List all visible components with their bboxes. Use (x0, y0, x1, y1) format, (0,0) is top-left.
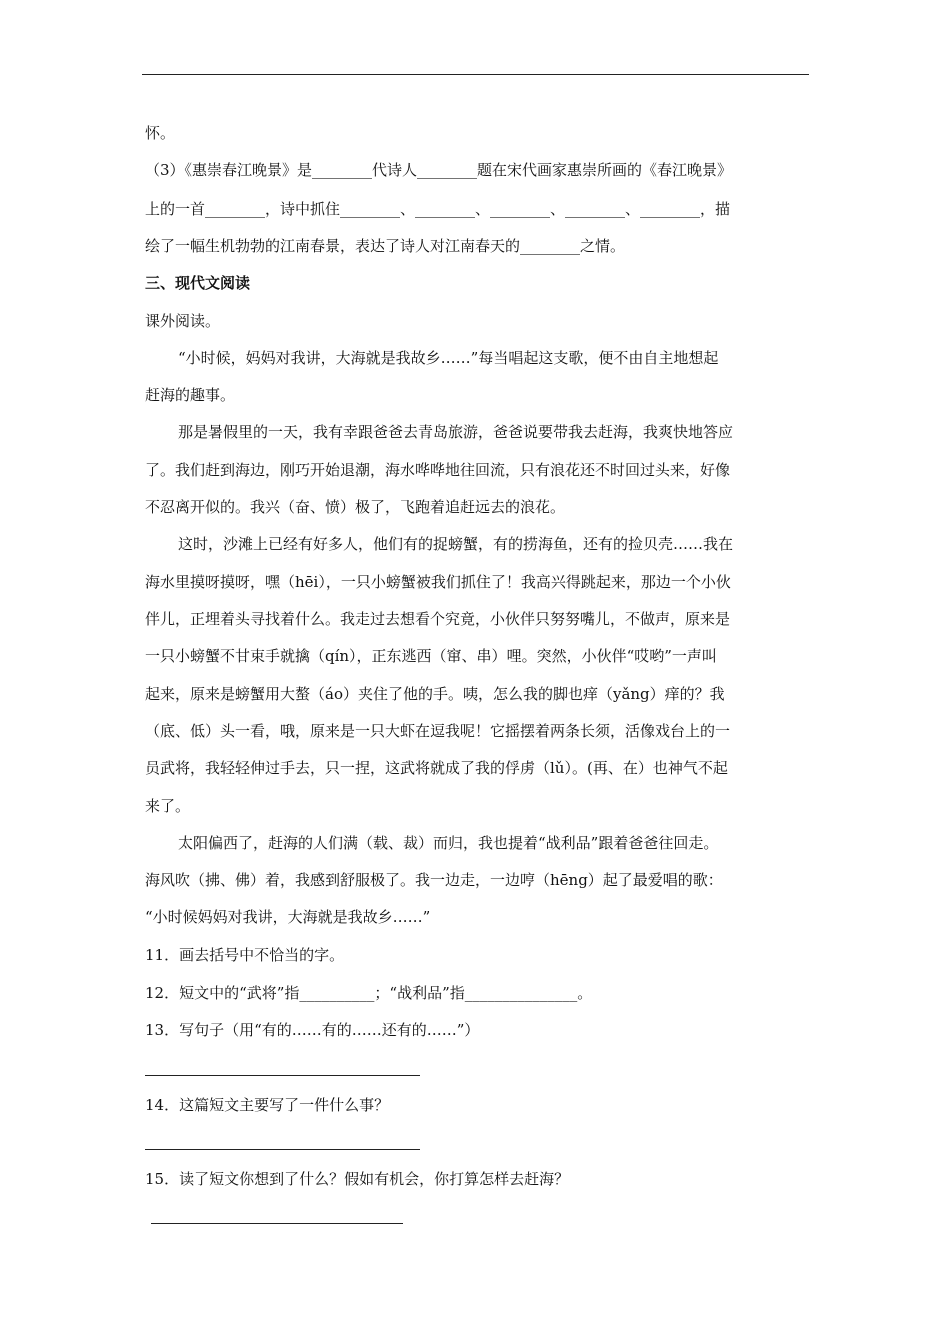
passage-line: 伴儿，正埋着头寻找着什么。我走过去想看个究竟，小伙伴只努努嘴儿，不做声，原来是 (145, 610, 731, 628)
section-title: 三、现代文阅读 (145, 274, 251, 292)
passage-line: 海风吹（拂、佛）着，我感到舒服极了。我一边走，一边哼（hēng）起了最爱唱的歌： (145, 871, 723, 889)
question-11: 11．画去括号中不恰当的字。 (145, 946, 345, 964)
poem-question-line-1: （3）《惠崇春江晚景》是________代诗人________题在宋代画家惠崇所画的《春江晚景》 (145, 161, 733, 179)
prev-question-ending: 怀。 (145, 124, 176, 142)
passage-line: 太阳偏西了，赶海的人们满（载、裁）而归，我也提着“战利品”跟着爸爸往回走。 (178, 834, 719, 852)
header-rule (142, 74, 809, 75)
question-15: 15．读了短文你想到了什么？假如有机会，你打算怎样去赶海？ (145, 1170, 570, 1188)
passage-line: 一只小螃蟹不甘束手就擒（qín），正东逃西（窜、串）哩。突然，小伙伴“哎哟”一声叫 (145, 647, 717, 665)
answer-line-14[interactable] (145, 1149, 420, 1150)
passage-line: 那是暑假里的一天，我有幸跟爸爸去青岛旅游，爸爸说要带我去赶海，我爽快地答应 (178, 423, 734, 441)
question-14: 14．这篇短文主要写了一件什么事？ (145, 1096, 390, 1114)
passage-line: 起来，原来是螃蟹用大螯（áo）夹住了他的手。咦，怎么我的脚也痒（yǎng）痒的？我 (145, 685, 725, 703)
passage-line: “小时候妈妈对我讲，大海就是我故乡……” (145, 908, 431, 926)
passage-line: “小时候，妈妈对我讲，大海就是我故乡……”每当唱起这支歌，便不由自主地想起 (178, 349, 719, 367)
poem-question-line-2: 上的一首________，诗中抓住________、________、________、________、________，描 (145, 200, 731, 218)
passage-line: 赶海的趣事。 (145, 386, 236, 404)
answer-line-13[interactable] (145, 1075, 420, 1076)
passage-line: 了。我们赶到海边，刚巧开始退潮，海水哗哗地往回流，只有浪花还不时回过头来，好像 (145, 461, 731, 479)
passage-line: 员武将，我轻轻伸过手去，只一捏，这武将就成了我的俘虏（lǔ）。(再、在）也神气不起 (145, 759, 728, 777)
question-12: 12．短文中的“武将”指__________；“战利品”指_______________。 (145, 984, 593, 1002)
passage-line: 海水里摸呀摸呀，嘿（hēi），一只小螃蟹被我们抓住了！我高兴得跳起来，那边一个小伙 (145, 573, 731, 591)
section-subtitle: 课外阅读。 (145, 312, 221, 330)
passage-line: 来了。 (145, 797, 191, 815)
answer-line-15[interactable] (151, 1223, 403, 1224)
question-13: 13．写句子（用“有的……有的……还有的……”） (145, 1021, 480, 1039)
passage-line: 这时，沙滩上已经有好多人，他们有的捉螃蟹，有的捞海鱼，还有的捡贝壳……我在 (178, 535, 734, 553)
poem-question-line-3: 绘了一幅生机勃勃的江南春景，表达了诗人对江南春天的________之情。 (145, 237, 626, 255)
passage-line: （底、低）头一看，哦，原来是一只大虾在逗我呢！它摇摆着两条长须，活像戏台上的一 (145, 722, 731, 740)
passage-line: 不忍离开似的。我兴（奋、愤）极了，飞跑着追赶远去的浪花。 (145, 498, 566, 516)
